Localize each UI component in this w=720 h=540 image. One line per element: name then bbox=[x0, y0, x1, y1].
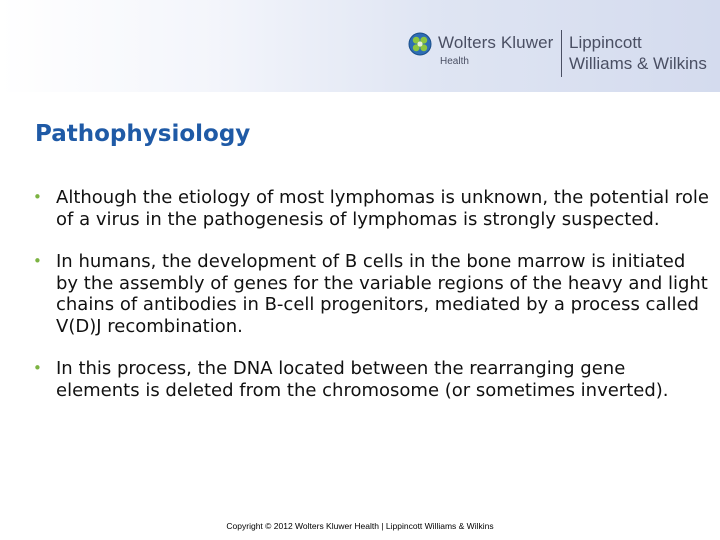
imprint-line2: Williams & Wilkins bbox=[569, 54, 707, 73]
bullet-text: In humans, the development of B cells in the bone marrow is initiated by the assembly of genes for the variable regions of the heavy and light chains of antibodies in B-cell progenitors, mediated by a process called V(D)J recombination. bbox=[56, 251, 708, 337]
imprint-line1: Lippincott bbox=[569, 33, 642, 52]
bullet-text: In this process, the DNA located between the rearranging gene elements is deleted from the chromosome (or sometimes inverted). bbox=[56, 358, 669, 401]
bullet-marker-icon: • bbox=[33, 252, 42, 270]
bullet-text: Although the etiology of most lymphomas is unknown, the potential role of a virus in the pathogenesis of lymphomas is strongly suspected. bbox=[56, 187, 709, 230]
bullet-item bbox=[32, 251, 712, 337]
publisher-name: Wolters Kluwer bbox=[438, 33, 554, 52]
bullet-marker-icon: • bbox=[33, 188, 42, 206]
copyright-footer: Copyright © 2012 Wolters Kluwer Health | Lippincott Williams & Wilkins bbox=[226, 521, 494, 531]
bullet-item bbox=[32, 358, 712, 401]
globe-logo-icon bbox=[408, 32, 432, 56]
logo-divider bbox=[561, 30, 562, 77]
publisher-sub: Health bbox=[440, 56, 469, 67]
bullet-item bbox=[32, 187, 712, 230]
bullet-marker-icon: • bbox=[33, 359, 42, 377]
slide-title: Pathophysiology bbox=[35, 121, 251, 147]
bullet-list bbox=[32, 187, 712, 401]
